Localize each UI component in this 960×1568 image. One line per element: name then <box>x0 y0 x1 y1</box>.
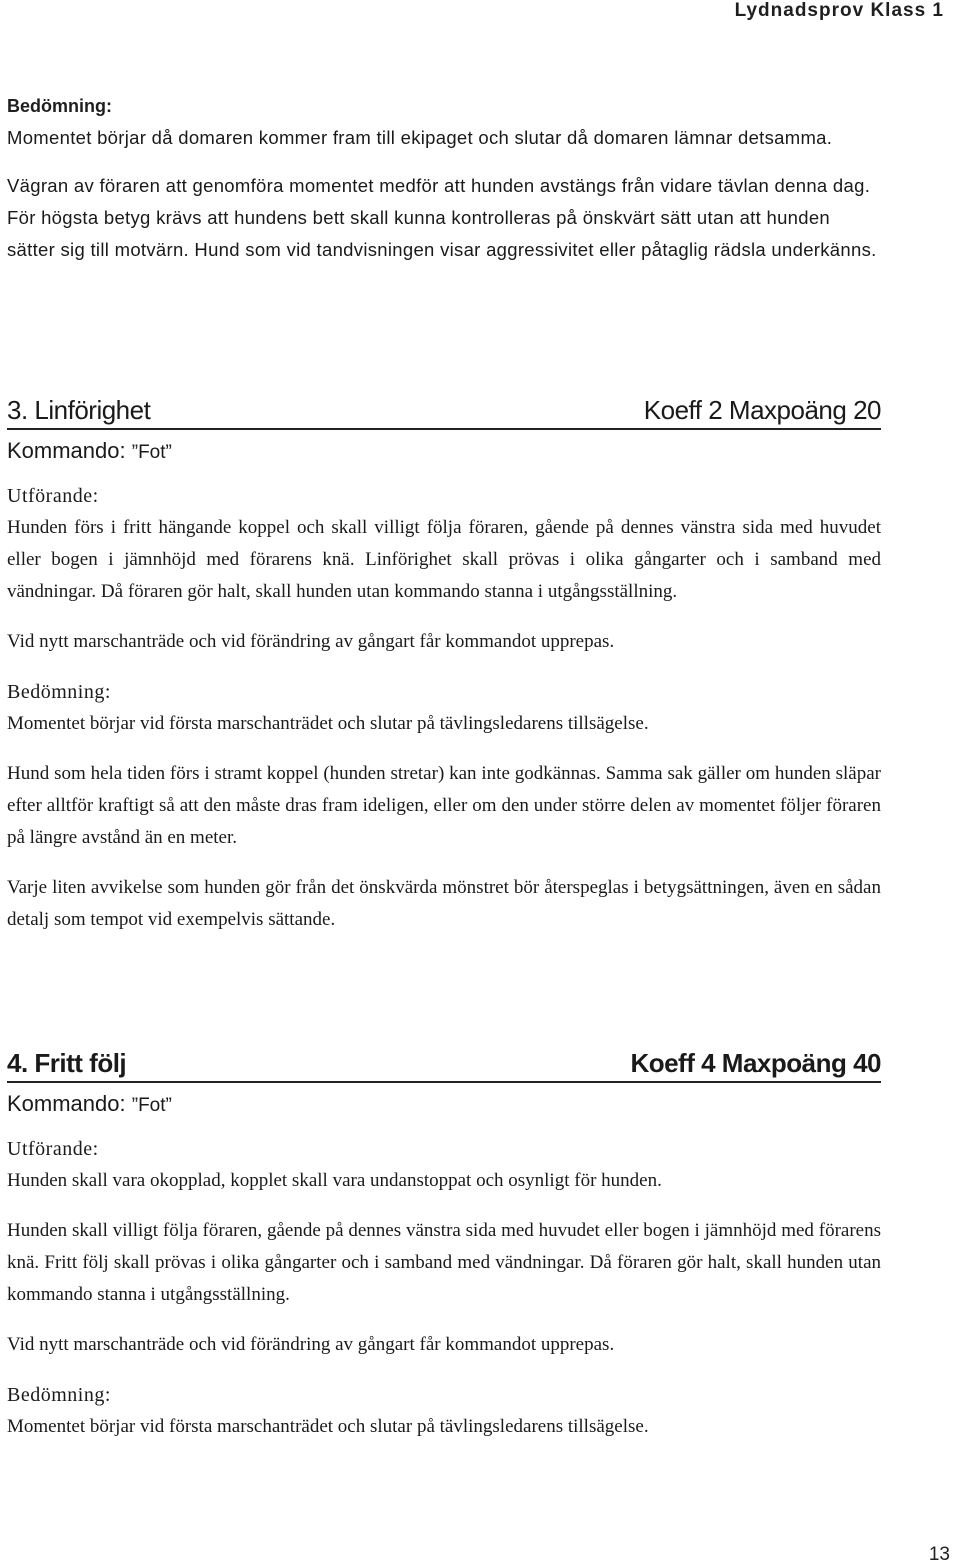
paragraph: Vid nytt marschanträde och vid förändring av gångart får kommandot upprepas. <box>7 1334 615 1355</box>
bedomning-label: Bedömning: <box>7 681 111 703</box>
paragraph: Momentet börjar vid första marschanträdet och slutar på tävlingsledarens tillsägelse. <box>7 713 649 734</box>
paragraph: Hunden förs i fritt hängande koppel och skall villigt följa föraren, gående på dennes vänstra sida med huvudet eller bogen i jämnhöjd med förarens knä. Linförighet skall prövas i olika gångarter och i samband med vändningar. Då föraren gör halt, skall hunden utan kommando stanna i utgångsställning. <box>7 517 881 602</box>
paragraph: Vägran av föraren att genomföra momentet medför att hunden avstängs från vidare tävlan denna dag. För högsta betyg krävs att hundens bett skall kunna kontrolleras på önskvärt sätt utan att hunden sätter sig till motvärn. Hund som vid tandvisningen visar aggressivitet eller påtaglig rädsla underkänns. <box>7 175 877 260</box>
section-title: 4. Fritt följ <box>7 1048 127 1078</box>
kommando-word: ”Fot” <box>131 442 172 463</box>
utforande-label: Utförande: <box>7 1138 99 1160</box>
paragraph: Hund som hela tiden förs i stramt koppel (hunden stretar) kan inte godkännas. Samma sak gäller om hunden släpar efter alltför kraftigt så att den måste dras fram ideligen, eller om den under större delen av momentet följer föraren på längre avstånd än en meter. <box>7 763 881 848</box>
kommando-line <box>7 1091 881 1117</box>
kommando-label: Kommando: <box>7 1091 126 1116</box>
section-title: 3. Linförighet <box>7 395 151 425</box>
intro-section <box>7 90 881 266</box>
page-number: 13 <box>928 1544 950 1565</box>
paragraph: Varje liten avvikelse som hunden gör från det önskvärda mönstret bör återspeglas i betygsättningen, även en sådan detalj som tempot vid exempelvis sättande. <box>7 877 881 930</box>
utforande-label: Utförande: <box>7 485 99 507</box>
paragraph: Momentet börjar vid första marschanträdet och slutar på tävlingsledarens tillsägelse. <box>7 1416 649 1437</box>
paragraph: Vid nytt marschanträde och vid förändring av gångart får kommandot upprepas. <box>7 631 615 652</box>
bedomning-label: Bedömning: <box>7 96 112 116</box>
bedomning-label: Bedömning: <box>7 1384 111 1406</box>
kommando-line <box>7 438 881 464</box>
section-heading <box>7 395 881 430</box>
kommando-word: ”Fot” <box>131 1095 172 1116</box>
section-3 <box>7 395 881 936</box>
section-heading <box>7 1048 881 1083</box>
section-4 <box>7 1048 881 1443</box>
paragraph: Hunden skall vara okopplad, kopplet skall vara undanstoppat och osynligt för hunden. <box>7 1170 662 1191</box>
section-koeff: Koeff 2 Maxpoäng 20 <box>643 395 881 425</box>
section-koeff: Koeff 4 Maxpoäng 40 <box>630 1048 881 1078</box>
running-header: Lydnadsprov Klass 1 <box>734 0 944 21</box>
paragraph: Momentet börjar då domaren kommer fram till ekipaget och slutar då domaren lämnar detsamma. <box>7 127 833 148</box>
kommando-label: Kommando: <box>7 438 126 463</box>
paragraph: Hunden skall villigt följa föraren, gående på dennes vänstra sida med huvudet eller bogen i jämnhöjd med förarens knä. Fritt följ skall prövas i olika gångarter och i samband med vändningar. Då föraren gör halt, skall hunden utan kommando stanna i utgångsställning. <box>7 1220 881 1305</box>
